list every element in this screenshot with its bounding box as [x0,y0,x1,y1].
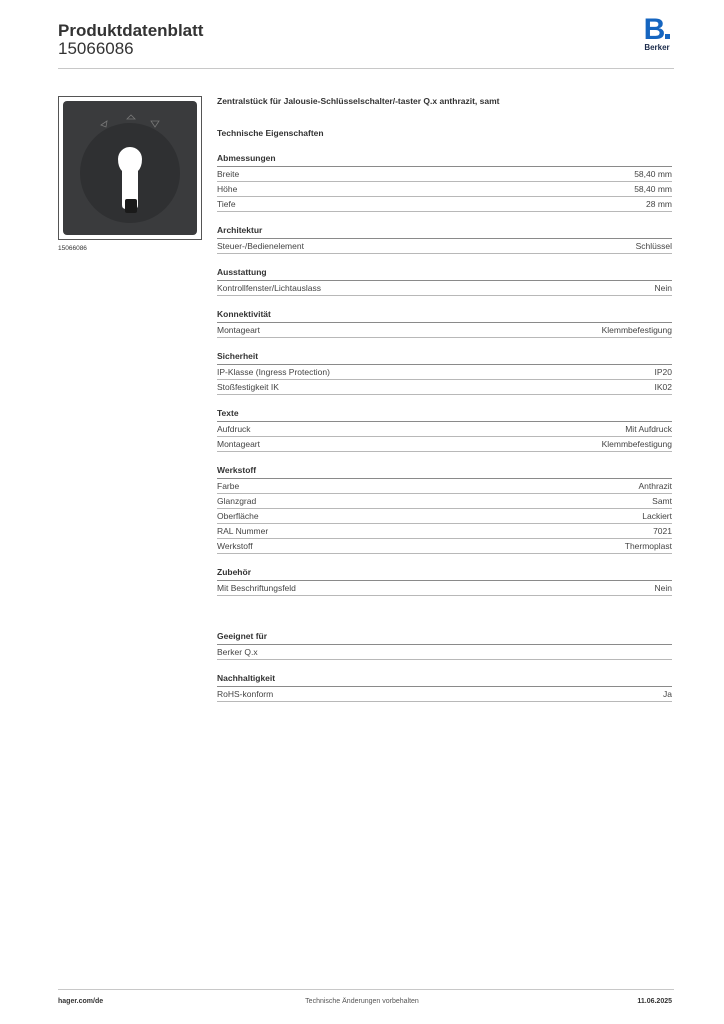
property-label: Glanzgrad [217,496,257,506]
header-divider [58,68,674,69]
property-value: 58,40 mm [634,169,672,179]
property-row [217,380,672,395]
property-value: Anthrazit [638,481,672,491]
property-row [217,365,672,380]
property-section [217,153,672,212]
property-value: IP20 [654,367,672,377]
property-label: Oberfläche [217,511,259,521]
section-gap [217,609,672,631]
property-value: IK02 [654,382,672,392]
property-section [217,225,672,254]
property-label: RAL Nummer [217,526,269,536]
property-label: Werkstoff [217,541,253,551]
section-heading: Texte [217,408,672,422]
property-value: Lackiert [642,511,672,521]
property-label: Steuer-/Bedienelement [217,241,304,251]
datasheet-content [217,96,672,715]
property-value: 7021 [653,526,672,536]
key-switch-cover-icon [63,101,197,235]
product-description: Zentralstück für Jalousie-Schlüsselschalter/-taster Q.x anthrazit, samt [217,96,500,106]
footer-disclaimer: Technische Änderungen vorbehalten [305,998,419,1005]
property-row [217,167,672,182]
footer-divider [58,989,674,990]
property-label: IP-Klasse (Ingress Protection) [217,367,330,377]
section-heading: Architektur [217,225,672,239]
product-image-frame [58,96,202,240]
property-label: Farbe [217,481,240,491]
property-value: Klemmbefestigung [601,325,672,335]
property-row [217,645,672,660]
section-heading: Werkstoff [217,465,672,479]
property-value: Schlüssel [635,241,672,251]
property-row [217,581,672,596]
property-row [217,539,672,554]
property-row [217,239,672,254]
property-row [217,524,672,539]
product-number: 15066086 [58,39,134,58]
property-value: 28 mm [646,199,672,209]
footer-date: 11.06.2025 [637,998,672,1005]
property-value: Klemmbefestigung [601,439,672,449]
property-label: Aufdruck [217,424,251,434]
property-section [217,673,672,702]
section-heading: Abmessungen [217,153,672,167]
property-row [217,437,672,452]
property-section [217,631,672,660]
property-section [217,408,672,452]
logo-word: Berker [644,43,670,52]
property-label: Mit Beschriftungsfeld [217,583,296,593]
section-heading: Zubehör [217,567,672,581]
property-row [217,479,672,494]
product-image-caption: 15066086 [58,245,87,252]
property-label: Tiefe [217,199,236,209]
property-value: 58,40 mm [634,184,672,194]
property-value: Mit Aufdruck [625,424,672,434]
property-section [217,567,672,596]
property-section [217,309,672,338]
property-label: Montageart [217,325,260,335]
property-row [217,323,672,338]
section-heading: Geeignet für [217,631,672,645]
property-row [217,422,672,437]
header-title: Produktdatenblatt [58,21,204,40]
technical-properties-title: Technische Eigenschaften [217,128,324,138]
property-label: Montageart [217,439,260,449]
logo-letter-text: B [643,13,665,46]
property-label: Kontrollfenster/Lichtauslass [217,283,321,293]
property-value: Samt [652,496,672,506]
property-row [217,687,672,702]
property-label: RoHS-konform [217,689,274,699]
suitability-sections [217,631,672,702]
property-label: Breite [217,169,240,179]
property-label: Stoßfestigkeit IK [217,382,279,392]
property-row [217,509,672,524]
property-section [217,351,672,395]
property-section [217,267,672,296]
property-row [217,182,672,197]
footer-website: hager.com/de [58,998,104,1005]
property-row [217,494,672,509]
property-section [217,465,672,554]
property-row [217,197,672,212]
property-value: Thermoplast [624,541,672,551]
property-row [217,281,672,296]
property-label: Höhe [217,184,238,194]
property-value: Ja [663,689,672,699]
section-heading: Sicherheit [217,351,672,365]
logo-letter [640,13,674,46]
logo-dot [665,34,670,39]
berker-logo [640,13,674,52]
section-heading: Nachhaltigkeit [217,673,672,687]
property-value: Nein [654,283,672,293]
property-value: Nein [654,583,672,593]
section-heading: Konnektivität [217,309,672,323]
properties-sections [217,153,672,596]
section-heading: Ausstattung [217,267,672,281]
property-label: Berker Q.x [217,647,258,657]
